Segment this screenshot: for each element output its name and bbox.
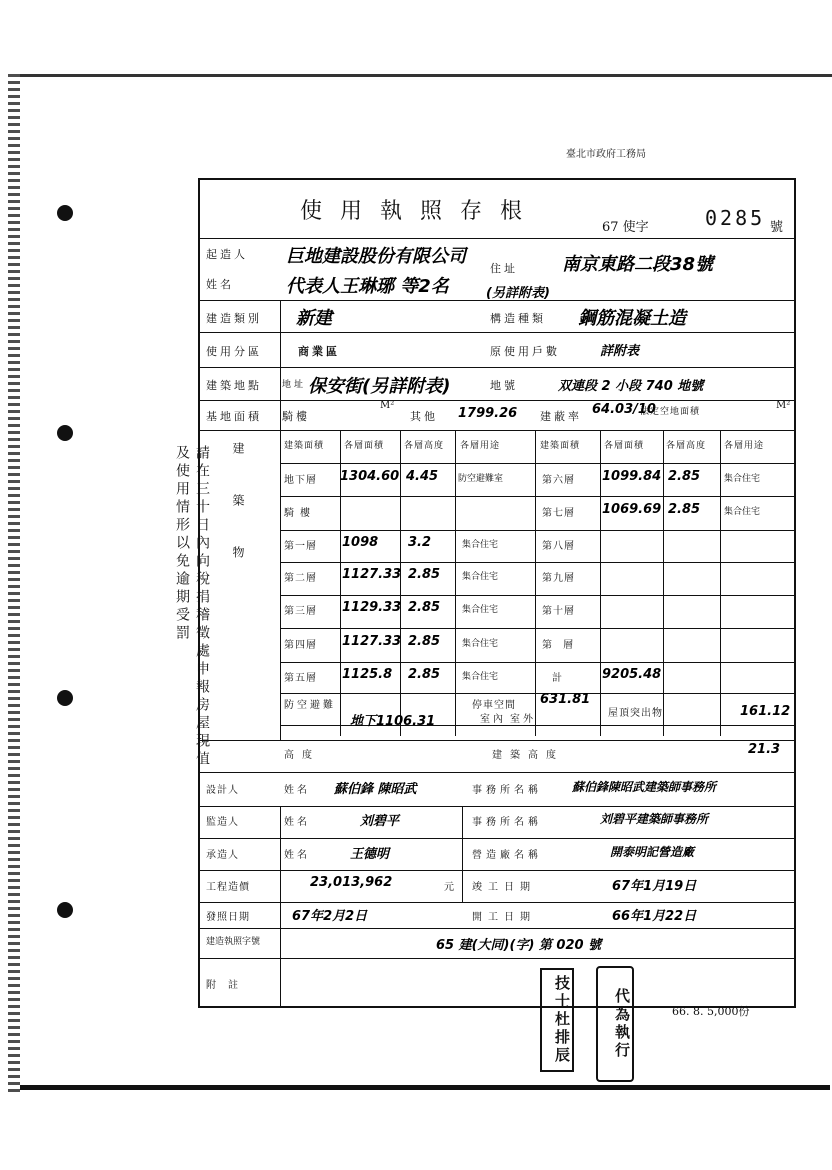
roof-label: 屋頂突出物 (608, 708, 663, 719)
area-col-header: 各層面積 (604, 441, 645, 451)
serial-number: 0285 (705, 206, 766, 230)
site-label: 建築地點 (206, 379, 262, 392)
address-value: 南京東路二段38號 (562, 254, 714, 275)
punch-hole (57, 205, 73, 221)
side-note: 請在三十日內向稅捐稽徵處申報房屋現值及使用情形以免逾期受罰 (174, 445, 210, 769)
rule (462, 806, 463, 902)
rule (663, 430, 664, 736)
person-role: 設計人 (206, 785, 239, 796)
rule (200, 838, 794, 839)
form-title: 使用執照存根 (300, 199, 541, 224)
rule (535, 430, 536, 736)
floor-area: 1069.69 (602, 502, 662, 517)
rule (280, 662, 794, 663)
floor-height: 2.85 (668, 502, 701, 517)
floor-area: 1129.33 (342, 600, 402, 615)
unit-m2: M² (776, 400, 791, 411)
ratio-label: 建蔽率 (540, 410, 582, 423)
builder-name: 巨地建設股份有限公司 (286, 246, 466, 267)
office-label: 營造廠名稱 (472, 850, 542, 861)
height-col-header: 各層高度 (404, 441, 445, 451)
height-label: 高度 (284, 750, 320, 761)
floor-use: 集合住宅 (462, 672, 499, 682)
use-value: 商業區 (298, 345, 340, 358)
finish-label: 竣工日期 (472, 882, 536, 893)
shelter-label: 防空避難 (284, 700, 336, 711)
floor-name: 第五層 (284, 673, 317, 684)
floor-col-header: 建築面積 (284, 441, 325, 451)
person-name-label: 姓名 (284, 785, 310, 796)
rule (200, 902, 794, 903)
area-col-header: 各層面積 (344, 441, 385, 451)
floor-name: 第十層 (542, 606, 575, 617)
parking-in-value: 631.81 (540, 692, 591, 707)
rule (200, 958, 794, 959)
households-value: 詳附表 (600, 344, 640, 359)
lot-label: 地號 (490, 379, 518, 392)
unit-m2: M² (380, 400, 395, 411)
office-label: 事務所名稱 (472, 817, 542, 828)
parking-label: 停車空間 (472, 700, 516, 711)
other-value: 1799.26 (458, 406, 518, 421)
site-sub: 地址 (282, 380, 307, 390)
floor-name: 第二層 (284, 573, 317, 584)
legal-label: 法定空地面積 (640, 407, 701, 417)
finish-value: 67年1月19日 (612, 879, 697, 894)
rule (280, 463, 794, 464)
floor-area: 1127.33 (342, 567, 402, 582)
floor-height: 2.85 (408, 600, 441, 615)
floor-height: 4.45 (406, 469, 439, 484)
floor-use: 集合住宅 (462, 572, 499, 582)
office-label: 事務所名稱 (472, 785, 542, 796)
rule (200, 870, 794, 871)
floor-area: 1125.8 (342, 667, 393, 682)
floor-name: 第八層 (542, 541, 575, 552)
rule (200, 332, 794, 333)
punch-hole (57, 425, 73, 441)
floor-area: 1304.60 (340, 469, 400, 484)
bldg-height-label: 建築高度 (492, 750, 564, 761)
floor-use: 集合住宅 (462, 540, 499, 550)
floor-height: 2.85 (668, 469, 701, 484)
issue-value: 67年2月2日 (292, 909, 368, 924)
floor-name: 第九層 (542, 573, 575, 584)
person-name: 王德明 (350, 847, 390, 862)
rule (200, 367, 794, 368)
office-name: 刘碧平建築師事務所 (600, 812, 709, 826)
floors-section-label: 建築物 (231, 442, 245, 598)
floor-height: 3.2 (408, 535, 432, 550)
floor-area: 1127.33 (342, 634, 402, 649)
floor-use: 集合住宅 (462, 639, 499, 649)
height-col-header: 各層高度 (666, 441, 707, 451)
use-col-header: 各層用途 (460, 441, 501, 451)
floor-area: 9205.48 (602, 667, 662, 682)
person-name-label: 姓名 (284, 850, 310, 861)
rule (720, 430, 721, 736)
floor-area: 1099.84 (602, 469, 662, 484)
site-value: 保安街(另詳附表) (308, 376, 451, 397)
area-label: 基地面積 (206, 410, 262, 423)
permit-label: 建造執照字號 (206, 937, 261, 947)
other-label: 其他 (410, 410, 438, 423)
person-role: 承造人 (206, 850, 239, 861)
parking-in-label: 室內 (480, 714, 506, 725)
page-top-rule (20, 74, 832, 77)
ratio-value: 64.03/10 (592, 402, 656, 417)
office-name: 蘇伯鋒陳昭武建築師事務所 (572, 780, 717, 794)
floor-height: 2.85 (408, 567, 441, 582)
agent-stamp: 代為執行 (596, 966, 634, 1082)
use-col-header: 各層用途 (724, 441, 765, 451)
rule (280, 693, 794, 694)
punch-hole (57, 690, 73, 706)
cost-unit: 元 (444, 882, 457, 893)
floor-use: 集合住宅 (724, 474, 761, 484)
use-label: 使用分區 (206, 345, 262, 358)
address-label: 住址 (490, 262, 518, 275)
floor-use: 集合住宅 (724, 507, 761, 517)
rule (400, 430, 401, 736)
rule (200, 238, 794, 239)
office-name: 開泰明記營造廠 (610, 845, 695, 859)
parking-out-label: 室外 (510, 714, 536, 725)
person-name-label: 姓名 (284, 817, 310, 828)
start-value: 66年1月22日 (612, 909, 697, 924)
floor-name: 第七層 (542, 508, 575, 519)
permit-value: 65 建(大同)(字) 第 020 號 (436, 938, 602, 953)
person-name: 刘碧平 (360, 814, 400, 829)
floor-name: 第四層 (284, 640, 317, 651)
floor-name: 地下層 (284, 475, 317, 486)
shelter-value: 地下1106.31 (350, 714, 436, 729)
permit-form (198, 178, 796, 1008)
name-label: 姓名 (206, 278, 234, 291)
floor-col-header: 建築面積 (540, 441, 581, 451)
person-role: 監造人 (206, 817, 239, 828)
cost-label: 工程造價 (206, 882, 250, 893)
bldg-height-value: 21.3 (748, 742, 781, 757)
lot-value: 双連段 2 小段 740 地號 (558, 379, 704, 394)
tech-stamp: 技士杜排辰 (540, 968, 574, 1072)
rule (200, 772, 794, 773)
rule (280, 530, 794, 531)
roof-value: 161.12 (740, 704, 791, 719)
type-value: 新建 (296, 308, 332, 329)
form-footer: 66. 8. 5,000份 (672, 1005, 750, 1018)
binder-strip (8, 72, 20, 1092)
floor-use: 防空避難室 (458, 474, 504, 484)
floor-name: 第三層 (284, 606, 317, 617)
rule (280, 628, 794, 629)
issue-label: 發照日期 (206, 912, 250, 923)
rule (200, 806, 794, 807)
serial-suffix: 號 (770, 220, 784, 235)
floor-height: 2.85 (408, 634, 441, 649)
serial-prefix: 67 使字 (602, 220, 649, 235)
rule (600, 430, 601, 736)
rule (200, 740, 794, 741)
rule (280, 806, 281, 1006)
builder-label: 起造人 (206, 248, 248, 261)
note-label: 附註 (206, 980, 250, 991)
rule (200, 430, 794, 431)
top-stamp: 臺北市政府工務局 (566, 149, 646, 160)
representative-extra: (另詳附表) (486, 286, 550, 301)
floor-name: 騎樓 (284, 508, 316, 519)
type-label: 建造類別 (206, 312, 262, 325)
rule (280, 496, 794, 497)
rule (280, 595, 794, 596)
households-label: 原使用戶數 (490, 345, 560, 358)
floor-height: 2.85 (408, 667, 441, 682)
rule (280, 300, 281, 740)
structure-label: 構造種類 (490, 312, 546, 325)
floor-use: 集合住宅 (462, 605, 499, 615)
floor-name: 第 層 (542, 640, 578, 651)
rule (200, 400, 794, 401)
cost-value: 23,013,962 (310, 875, 393, 890)
page-bottom-rule (20, 1085, 830, 1090)
rule (280, 562, 794, 563)
structure-value: 鋼筋混凝土造 (578, 308, 686, 329)
floor-name: 第六層 (542, 475, 575, 486)
floor-area: 1098 (342, 535, 379, 550)
person-name: 蘇伯鋒 陳昭武 (334, 782, 417, 797)
floor-name: 計 (552, 673, 563, 684)
rule (200, 928, 794, 929)
arcade-label: 騎樓 (282, 410, 310, 423)
floor-name: 第一層 (284, 541, 317, 552)
start-label: 開工日期 (472, 912, 536, 923)
punch-hole (57, 902, 73, 918)
representative-name: 代表人王琳琊 等2名 (286, 276, 449, 297)
rule (455, 430, 456, 736)
